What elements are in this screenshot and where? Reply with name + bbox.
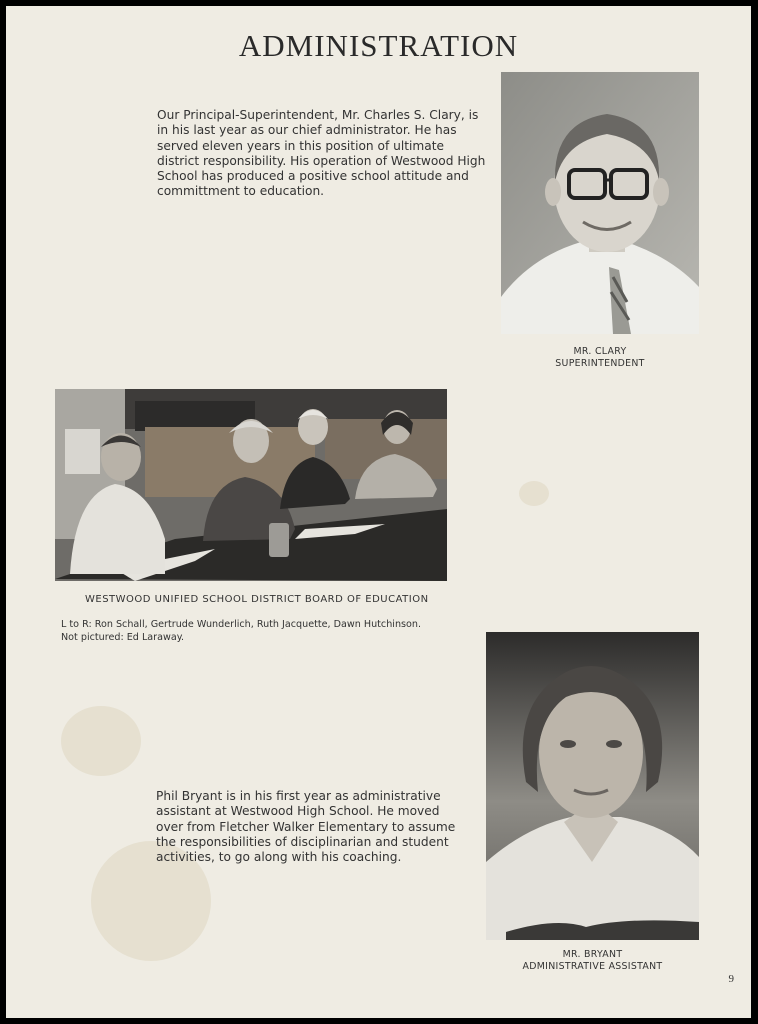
- page-stain: [519, 481, 549, 506]
- bryant-caption: [486, 949, 699, 973]
- principal-paragraph: Our Principal-Superintendent, Mr. Charles S. Clary, is in his last year as our chief administrator. He has served eleven years in this position of ultimate district responsibility. His operation of Westwood High School has produced a positive school attitude and committment to education.: [157, 108, 486, 199]
- clary-portrait-photo: [501, 72, 699, 334]
- bryant-portrait-photo: [486, 632, 699, 940]
- yearbook-page: [6, 6, 751, 1018]
- clary-caption-name: MR. CLARY: [573, 346, 627, 357]
- assistant-paragraph: Phil Bryant is in his first year as administrative assistant at Westwood High School. He moved over from Fletcher Walker Elementary to assume the responsibilities of disciplinarian and student activities, to go along with his coaching.: [156, 789, 456, 865]
- board-names-line-2: Not pictured: Ed Laraway.: [61, 631, 185, 643]
- board-names-line-1: L to R: Ron Schall, Gertrude Wunderlich, Ruth Jacquette, Dawn Hutchinson.: [61, 619, 422, 630]
- board-group-photo: [55, 389, 447, 581]
- board-names: [61, 619, 481, 644]
- page-title: ADMINISTRATION: [238, 28, 519, 63]
- clary-caption: [501, 346, 699, 370]
- clary-caption-title: SUPERINTENDENT: [555, 358, 645, 369]
- page-number: 9: [728, 973, 734, 985]
- bryant-caption-name: MR. BRYANT: [562, 949, 623, 960]
- page-stain: [61, 706, 141, 776]
- bryant-caption-title: ADMINISTRATIVE ASSISTANT: [522, 961, 663, 972]
- board-caption: WESTWOOD UNIFIED SCHOOL DISTRICT BOARD OF EDUCATION: [85, 594, 429, 605]
